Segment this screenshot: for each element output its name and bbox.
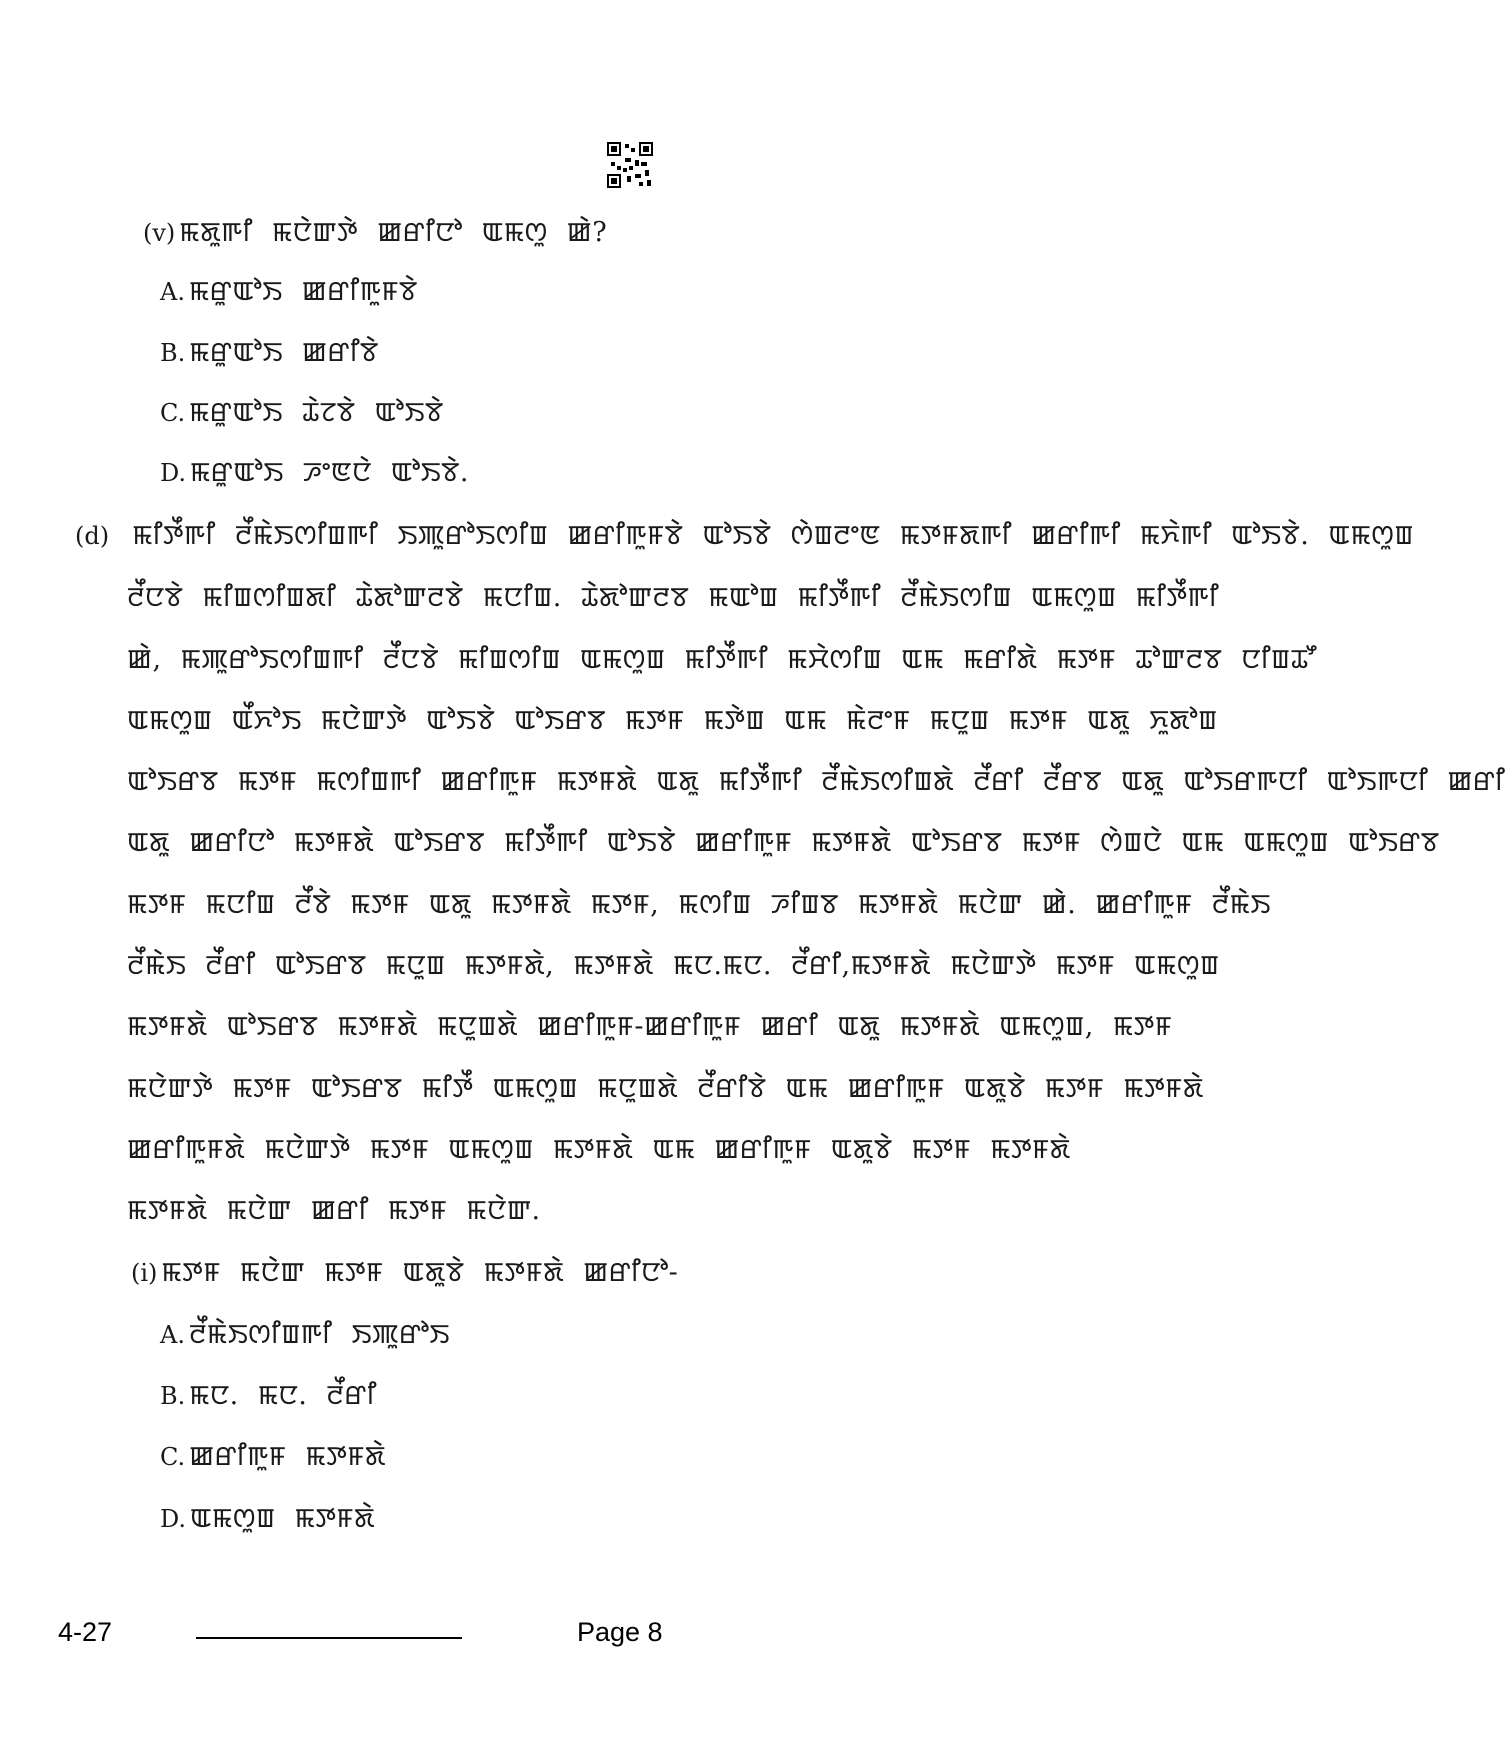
passage-d-line-7 [127,884,1271,922]
passage-d-line-6 [127,822,1440,860]
passage-line: ꯃꯇꯝꯗꯥ ꯑꯣꯏꯔꯕ ꯃꯇꯝꯗꯥ ꯃꯅꯨꯡꯗꯥ ꯀꯔꯤꯒꯨꯝ-ꯀꯔꯤꯒꯨꯝ ꯀꯔꯤ ꯑꯗꯨ ꯃꯇꯝꯗꯥ ꯑꯃꯁꯨꯡ, ꯃꯇꯝ [127,1011,1173,1042]
question-v-option-d [160,452,469,490]
question-i-text: ꯃꯇꯝ ꯃꯅꯥꯛ ꯃꯇꯝ ꯑꯗꯨꯕꯥ ꯃꯇꯝꯗꯥ ꯀꯔꯤꯅꯣ- [161,1257,679,1288]
passage-d-line-12 [127,1190,541,1228]
question-i-option-b [160,1375,377,1413]
passage-d-line-1 [75,515,1414,553]
question-i-option-c [160,1436,386,1474]
option-text: ꯃꯔꯨꯑꯣꯏ ꯀꯔꯤꯕꯥ [189,337,379,368]
option-text: ꯃꯔꯨꯑꯣꯏ ꯊꯥꯖꯕꯥ ꯑꯣꯏꯕꯥ [189,397,444,428]
passage-line: ꯃꯅꯥꯛꯇꯥ ꯃꯇꯝ ꯑꯣꯏꯔꯕ ꯃꯤꯇꯩ ꯑꯃꯁꯨꯡ ꯃꯅꯨꯡꯗꯥ ꯂꯩꯔꯤꯕꯥ ꯑꯃ ꯀꯔꯤꯒꯨꯝ ꯑꯗꯨꯕꯥ ꯃꯇꯝ ꯃꯇꯝꯗꯥ [127,1073,1204,1104]
passage-line: ꯃꯤꯇꯩꯒꯤ ꯂꯩꯃꯥꯏꯁꯤꯡꯒꯤ ꯏꯄꯨꯔꯣꯏꯁꯤꯡ ꯀꯔꯤꯒꯨꯝꯕꯥ ꯑꯣꯏꯕꯥ ꯁꯥꯡꯂꯦꯟ ꯃꯇꯝꯗꯒꯤ ꯀꯔꯤꯒꯤ ꯃꯈꯥꯒꯤ ꯑꯣꯏꯕꯥ. ꯑꯃꯁꯨꯡ [132,520,1414,551]
passage-d-line-5 [127,761,1505,799]
option-label: A. [160,278,185,306]
passage-d-line-2 [127,577,1219,615]
option-text: ꯃꯅ. ꯃꯅ. ꯂꯩꯔꯤ [189,1380,377,1411]
option-label: D. [160,459,187,487]
page-number: Page 8 [577,1617,663,1647]
option-label: C. [160,399,186,427]
option-text: ꯑꯃꯁꯨꯡ ꯃꯇꯝꯗꯥ [190,1503,376,1534]
passage-line: ꯀꯔꯤꯒꯨꯝꯗꯥ ꯃꯅꯥꯛꯇꯥ ꯃꯇꯝ ꯑꯃꯁꯨꯡ ꯃꯇꯝꯗꯥ ꯑꯃ ꯀꯔꯤꯒꯨꯝ ꯑꯗꯨꯕꯥ ꯃꯇꯝ ꯃꯇꯝꯗꯥ [127,1134,1071,1165]
passage-d-line-8 [127,945,1220,983]
passage-line: ꯂꯩꯃꯥꯏ ꯂꯩꯔꯤ ꯑꯣꯏꯔꯕ ꯃꯅꯨꯡ ꯃꯇꯝꯗꯥ, ꯃꯇꯝꯗꯥ ꯃꯅ.ꯃꯅ. ꯂꯩꯔꯤ,ꯃꯇꯝꯗꯥ ꯃꯅꯥꯛꯇꯥ ꯃꯇꯝ ꯑꯃꯁꯨꯡ [127,950,1220,981]
passage-line: ꯂꯩꯅꯕꯥ ꯃꯤꯡꯁꯤꯡꯗꯤ ꯊꯥꯗꯣꯛꯂꯕꯥ ꯃꯅꯤꯡ. ꯊꯥꯗꯣꯛꯂꯕ ꯃꯑꯣꯡ ꯃꯤꯇꯩꯒꯤ ꯂꯩꯃꯥꯏꯁꯤꯡ ꯑꯃꯁꯨꯡ ꯃꯤꯇꯩꯒꯤ [127,582,1220,613]
question-v-option-a [160,271,418,309]
question-v-label: (v) [143,219,176,247]
option-label: A. [160,1321,185,1349]
passage-line: ꯑꯃꯁꯨꯡ ꯑꯩꯈꯣꯏ ꯃꯅꯥꯛꯇꯥ ꯑꯣꯏꯕꯥ ꯑꯣꯏꯔꯕ ꯃꯇꯝ ꯃꯇꯥꯡ ꯑꯃ ꯃꯥꯂꯦꯝ ꯃꯅꯨꯡ ꯃꯇꯝ ꯑꯗꯨ ꯈꯨꯗꯣꯡ [127,705,1218,736]
question-v-option-b [160,332,379,370]
option-text: ꯀꯔꯤꯒꯨꯝ ꯃꯇꯝꯗꯥ [189,1441,386,1472]
passage-line: ꯑꯣꯏꯔꯕ ꯃꯇꯝ ꯃꯁꯤꯡꯒꯤ ꯀꯔꯤꯒꯨꯝ ꯃꯇꯝꯗꯥ ꯑꯗꯨ ꯃꯤꯇꯩꯒꯤ ꯂꯩꯃꯥꯏꯁꯤꯡꯗꯥ ꯂꯩꯔꯤ ꯂꯩꯔꯕ ꯑꯗꯨ ꯑꯣꯏꯔꯒꯅꯤ ꯑꯣꯏꯒꯅꯤ ꯀꯔꯤ [127,766,1505,797]
question-v-stem [143,212,607,250]
passage-d-line-4 [127,700,1218,738]
passage-d-line-11 [127,1129,1071,1167]
passage-line: ꯑꯗꯨ ꯀꯔꯤꯅꯣ ꯃꯇꯝꯗꯥ ꯑꯣꯏꯔꯕ ꯃꯤꯇꯩꯒꯤ ꯑꯣꯏꯕꯥ ꯀꯔꯤꯒꯨꯝ ꯃꯇꯝꯗꯥ ꯑꯣꯏꯔꯕ ꯃꯇꯝ ꯁꯥꯡꯅꯥ ꯑꯃ ꯑꯃꯁꯨꯡ ꯑꯣꯏꯔꯕ [127,827,1440,858]
passage-d-line-3 [127,639,1316,677]
option-label: B. [160,1382,186,1410]
option-label: D. [160,1505,187,1533]
question-i-option-a [160,1314,450,1352]
passage-line: ꯃꯇꯝ ꯃꯅꯤꯡ ꯂꯩꯕꯥ ꯃꯇꯝ ꯑꯗꯨ ꯃꯇꯝꯗꯥ ꯃꯇꯝ, ꯃꯁꯤꯡ ꯍꯤꯡꯕ ꯃꯇꯝꯗꯥ ꯃꯅꯥꯛ ꯀꯥ. ꯀꯔꯤꯒꯨꯝ ꯂꯩꯃꯥꯏ [127,889,1271,920]
footer-divider [196,1637,462,1639]
option-label: C. [160,1443,186,1471]
question-i-label: (i) [131,1259,158,1287]
qr-code-icon [607,142,653,188]
option-text: ꯃꯔꯨꯑꯣꯏ ꯀꯔꯤꯒꯨꯝꯕꯥ [188,276,418,307]
option-text: ꯃꯔꯨꯑꯣꯏ ꯍꯦꯟꯅꯥ ꯑꯣꯏꯕꯥ. [190,457,469,488]
passage-d-line-9 [127,1006,1172,1044]
option-text: ꯂꯩꯃꯥꯏꯁꯤꯡꯒꯤ ꯏꯄꯨꯔꯣꯏ [188,1319,450,1350]
passage-d-line-10 [127,1068,1204,1106]
passage-line: ꯀꯥ, ꯃꯄꯨꯔꯣꯏꯁꯤꯡꯒꯤ ꯂꯩꯅꯕꯥ ꯃꯤꯡꯁꯤꯡ ꯑꯃꯁꯨꯡ ꯃꯤꯇꯩꯒꯤ ꯃꯆꯥꯁꯤꯡ ꯑꯃ ꯃꯔꯤꯗꯥ ꯃꯇꯝ ꯊꯣꯛꯂꯕ ꯅꯤꯡꯊꯧ [127,644,1317,675]
question-i-stem [131,1252,678,1290]
question-v-text: ꯃꯗꯨꯒꯤ ꯃꯅꯥꯛꯇꯥ ꯀꯔꯤꯅꯣ ꯑꯃꯁꯨ ꯀꯥ? [179,217,608,248]
passage-line: ꯃꯇꯝꯗꯥ ꯃꯅꯥꯛ ꯀꯔꯤ ꯃꯇꯝ ꯃꯅꯥꯛ. [127,1195,541,1226]
question-i-option-d [160,1498,375,1536]
option-label: B. [160,339,186,367]
paper-code: 4-27 [58,1617,113,1647]
passage-d-label: (d) [75,522,110,550]
question-v-option-c [160,392,444,430]
